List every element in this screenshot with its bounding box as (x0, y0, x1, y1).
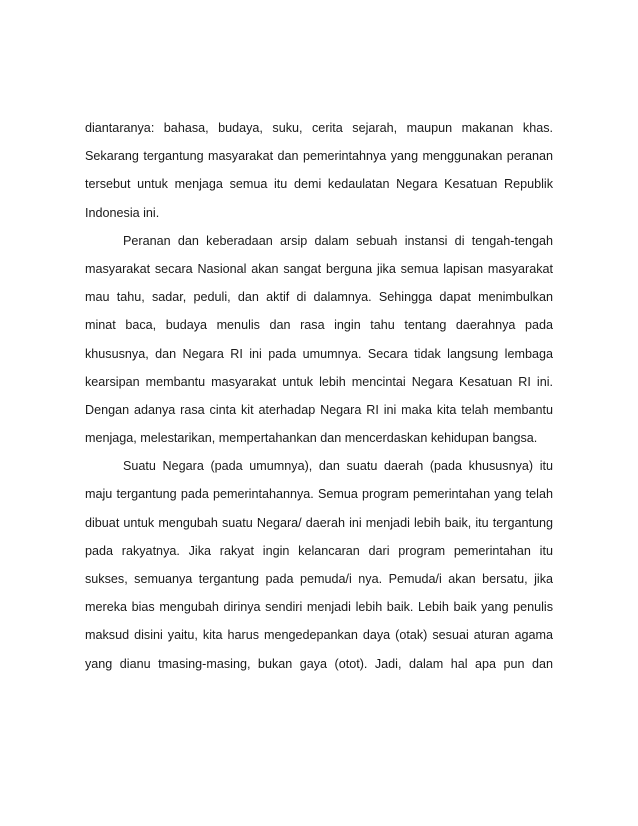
text-line: minat baca, budaya menulis dan rasa ingin tahu tentang daerahnya pada (85, 318, 553, 333)
text-line: Dengan adanya rasa cinta kit aterhadap Negara RI ini maka kita telah membantu (85, 402, 553, 417)
text-line: kearsipan membantu masyarakat untuk lebih mencintai Negara Kesatuan RI ini. (85, 374, 553, 389)
text-line: Indonesia ini. (85, 205, 160, 220)
text-line: yang dianu tmasing-masing, bukan gaya (otot). Jadi, dalam hal apa pun dan (85, 656, 553, 671)
text-line: maju tergantung pada pemerintahannya. Semua program pemerintahan yang telah (85, 487, 553, 502)
text-line: sukses, semuanya tergantung pada pemuda/i nya. Pemuda/i akan bersatu, jika (85, 572, 553, 586)
text-line: Suatu Negara (pada umumnya), dan suatu daerah (pada khususnya) itu (123, 459, 553, 474)
text-line: masyarakat secara Nasional akan sangat berguna jika semua lapisan masyarakat (85, 261, 553, 276)
text-line: maksud disini yaitu, kita harus mengedepankan daya (otak) sesuai aturan agama (85, 628, 553, 643)
text-line: mereka bias mengubah dirinya sendiri menjadi lebih baik. Lebih baik yang penulis (85, 600, 553, 615)
paragraph-3 (85, 452, 553, 678)
text-line: tersebut untuk menjaga semua itu demi kedaulatan Negara Kesatuan Republik (85, 177, 553, 192)
text-line: Peranan dan keberadaan arsip dalam sebuah instansi di tengah-tengah (123, 233, 553, 248)
text-line: mau tahu, sadar, peduli, dan aktif di dalamnya. Sehingga dapat menimbulkan (85, 290, 553, 305)
text-line: Sekarang tergantung masyarakat dan pemerintahnya yang menggunakan peranan (85, 149, 553, 164)
paragraph-1 (85, 114, 553, 227)
text-line: menjaga, melestarikan, mempertahankan dan mencerdaskan kehidupan bangsa. (85, 431, 538, 446)
body-text (85, 114, 553, 678)
text-line: dibuat untuk mengubah suatu Negara/ daerah ini menjadi lebih baik, itu tergantung (85, 515, 553, 530)
paragraph-2 (85, 227, 553, 453)
text-line: diantaranya: bahasa, budaya, suku, cerita sejarah, maupun makanan khas. (85, 121, 553, 135)
text-line: khususnya, dan Negara RI ini pada umumnya. Secara tidak langsung lembaga (85, 346, 553, 361)
text-line: pada rakyatnya. Jika rakyat ingin kelancaran dari program pemerintahan itu (85, 543, 553, 558)
